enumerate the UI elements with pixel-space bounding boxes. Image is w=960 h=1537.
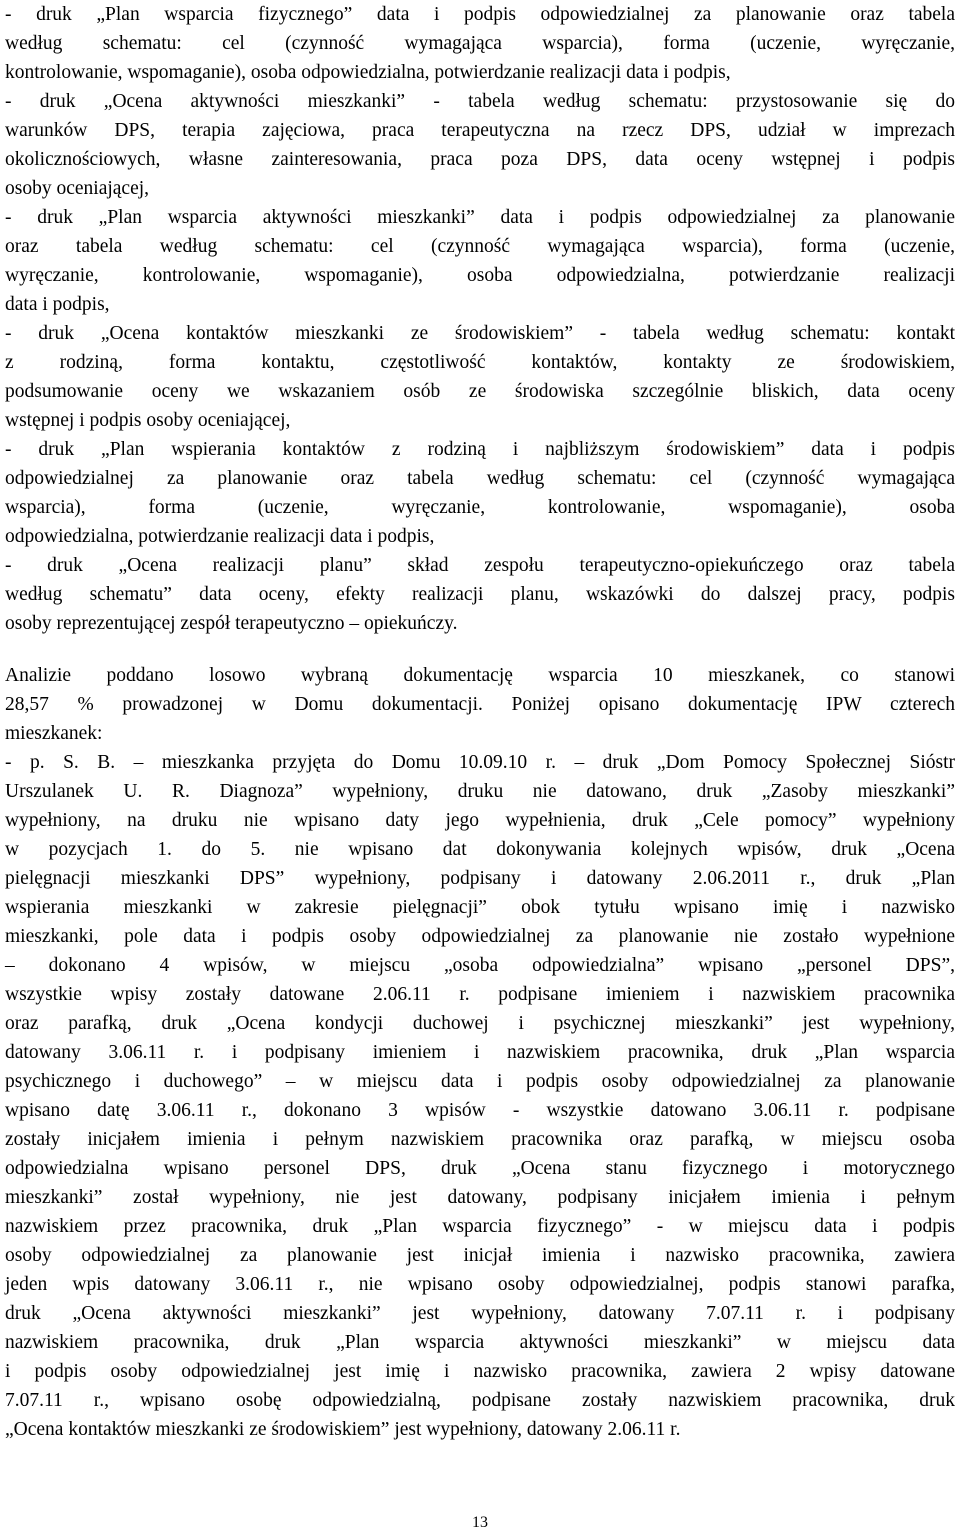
- text-line: podsumowanie oceny we wskazaniem osób ze środowiska szczególnie bliskich, data oceny: [5, 381, 955, 402]
- text-line: mieszkanek:: [5, 723, 103, 744]
- text-line: jeden wpis datowany 3.06.11 r., nie wpisano osoby odpowiedzialnej, podpis stanowi parafka,: [5, 1274, 955, 1295]
- text-line: data i podpis,: [5, 294, 110, 315]
- text-line: datowany 3.06.11 r. i podpisany imieniem i nazwiskiem pracownika, druk „Plan wsparcia: [5, 1042, 955, 1063]
- text-line: osoby oceniającej,: [5, 178, 150, 199]
- text-line: 28,57 % prowadzonej w Domu dokumentacji. Poniżej opisano dokumentację IPW czterech: [5, 694, 955, 715]
- text-line: wstępnej i podpis osoby oceniającej,: [5, 410, 291, 431]
- text-line: wypełniony, na druku nie wpisano daty jego wypełnienia, druk „Cele pomocy” wypełniony: [5, 810, 955, 831]
- text-line: wszystkie wpisy zostały datowane 2.06.11 r. podpisane imieniem i nazwiskiem pracownika: [5, 984, 955, 1005]
- text-line: mieszkanki, pole data i podpis osoby odpowiedzialnej za planowanie nie zostało wypełnione: [5, 926, 955, 947]
- text-line: - druk „Ocena aktywności mieszkanki” - tabela według schematu: przystosowanie się do: [5, 91, 955, 112]
- text-line: z rodziną, forma kontaktu, częstotliwość kontaktów, kontakty ze środowiskiem,: [5, 352, 955, 373]
- document-list-block: [5, 0, 955, 638]
- text-line: warunków DPS, terapia zajęciowa, praca terapeutyczna na rzecz DPS, udział w imprezach: [5, 120, 955, 141]
- text-line: i podpis osoby odpowiedzialnej jest imię i nazwisko pracownika, zawiera 2 wpisy datowane: [5, 1361, 955, 1382]
- text-line: druk „Ocena aktywności mieszkanki” jest wypełniony, datowany 7.07.11 r. i podpisany: [5, 1303, 955, 1324]
- text-line: w pozycjach 1. do 5. nie wpisano dat dokonywania kolejnych wpisów, druk „Ocena: [5, 839, 955, 860]
- text-line: Analizie poddano losowo wybraną dokumentację wsparcia 10 mieszkanek, co stanowi: [5, 665, 955, 686]
- text-line: osoby reprezentującej zespół terapeutyczno – opiekuńczy.: [5, 613, 458, 634]
- text-line: - druk „Ocena kontaktów mieszkanki ze środowiskiem” - tabela według schematu: kontakt: [5, 323, 955, 344]
- text-line: wpisano datę 3.06.11 r., dokonano 3 wpisów - wszystkie datowano 3.06.11 r. podpisane: [5, 1100, 955, 1121]
- text-line: – dokonano 4 wpisów, w miejscu „osoba odpowiedzialna” wpisano „personel DPS”,: [5, 955, 955, 976]
- text-line: wsparcia), forma (uczenie, wyręczanie, kontrolowanie, wspomaganie), osoba: [5, 497, 955, 518]
- text-line: mieszkanki” został wypełniony, nie jest datowany, podpisany inicjałem imienia i pełnym: [5, 1187, 955, 1208]
- text-line: „Ocena kontaktów mieszkanki ze środowiskiem” jest wypełniony, datowany 2.06.11 r.: [5, 1419, 681, 1440]
- text-line: - druk „Plan wsparcia aktywności mieszkanki” data i podpis odpowiedzialnej za planowanie: [5, 207, 955, 228]
- text-line: oraz tabela według schematu: cel (czynność wymagająca wsparcia), forma (uczenie,: [5, 236, 955, 257]
- text-line: oraz parafką, druk „Ocena kondycji duchowej i psychicznej mieszkanki” jest wypełniony,: [5, 1013, 955, 1034]
- text-line: psychicznego i duchowego” – w miejscu data i podpis osoby odpowiedzialnej za planowanie: [5, 1071, 955, 1092]
- text-line: odpowiedzialna wpisano personel DPS, druk „Ocena stanu fizycznego i motorycznego: [5, 1158, 955, 1179]
- text-line: osoby odpowiedzialnej za planowanie jest inicjał imienia i nazwisko pracownika, zawiera: [5, 1245, 955, 1266]
- page-number: 13: [472, 1514, 488, 1531]
- text-line: pielęgnacji mieszkanki DPS” wypełniony, podpisany i datowany 2.06.2011 r., druk „Plan: [5, 868, 955, 889]
- text-line: nazwiskiem pracownika, druk „Plan wsparcia aktywności mieszkanki” w miejscu data: [5, 1332, 955, 1353]
- text-line: - druk „Ocena realizacji planu” skład zespołu terapeutyczno-opiekuńczego oraz tabela: [5, 555, 955, 576]
- text-line: nazwiskiem przez pracownika, druk „Plan wsparcia fizycznego” - w miejscu data i podpis: [5, 1216, 955, 1237]
- text-line: według schematu: cel (czynność wymagająca wsparcia), forma (uczenie, wyręczanie,: [5, 33, 955, 54]
- text-line: wyręczanie, kontrolowanie, wspomaganie), osoba odpowiedzialna, potwierdzanie realizacji: [5, 265, 955, 286]
- text-line: według schematu” data oceny, efekty realizacji planu, wskazówki do dalszej pracy, podpis: [5, 584, 955, 605]
- text-line: Urszulanek U. R. Diagnoza” wypełniony, druku nie datowano, druk „Zasoby mieszkanki”: [5, 781, 955, 802]
- text-line: 7.07.11 r., wpisano osobę odpowiedzialną, podpisane zostały nazwiskiem pracownika, druk: [5, 1390, 955, 1411]
- text-line: odpowiedzialna, potwierdzanie realizacji data i podpis,: [5, 526, 435, 547]
- text-line: okolicznościowych, własne zainteresowania, praca poza DPS, data oceny wstępnej i podpis: [5, 149, 955, 170]
- analysis-paragraph: [5, 661, 955, 1444]
- text-line: kontrolowanie, wspomaganie), osoba odpowiedzialna, potwierdzanie realizacji data i podpis,: [5, 62, 731, 83]
- text-line: zostały inicjałem imienia i pełnym nazwiskiem pracownika oraz parafką, w miejscu osoba: [5, 1129, 955, 1150]
- text-line: - druk „Plan wspierania kontaktów z rodziną i najbliższym środowiskiem” data i podpis: [5, 439, 955, 460]
- text-line: odpowiedzialnej za planowanie oraz tabela według schematu: cel (czynność wymagająca: [5, 468, 955, 489]
- text-line: - p. S. B. – mieszkanka przyjęta do Domu 10.09.10 r. – druk „Dom Pomocy Społecznej Sióstr: [5, 752, 955, 773]
- text-line: - druk „Plan wsparcia fizycznego” data i podpis odpowiedzialnej za planowanie oraz tabela: [5, 4, 955, 25]
- text-line: wspierania mieszkanki w zakresie pielęgnacji” obok tytułu wpisano imię i nazwisko: [5, 897, 955, 918]
